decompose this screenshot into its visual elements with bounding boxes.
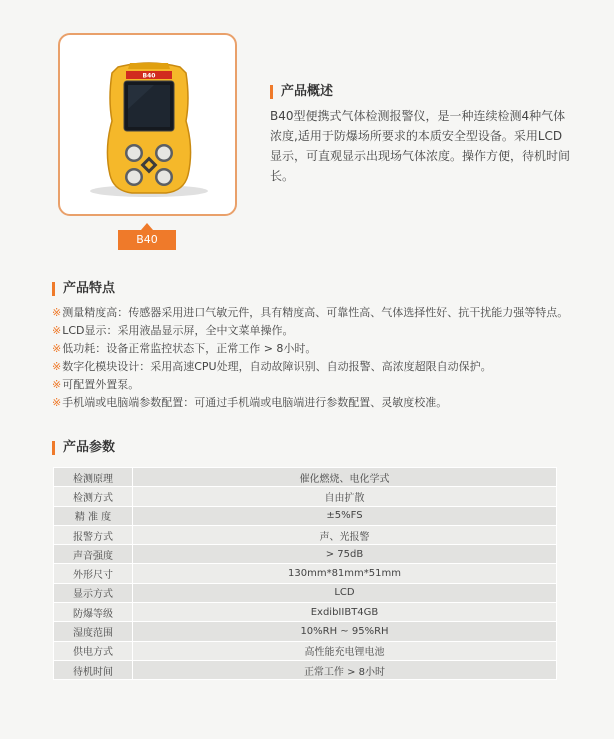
feature-text: 低功耗：设备正常监控状态下，正常工作 > 8小时。 — [62, 342, 317, 355]
param-label: 声音强度 — [54, 545, 133, 564]
table-row — [54, 622, 557, 641]
table-row — [54, 506, 557, 525]
param-value: ExdibIIBT4GB — [133, 603, 557, 622]
param-value: 自由扩散 — [133, 487, 557, 506]
feature-item — [52, 358, 572, 376]
table-row — [54, 545, 557, 564]
param-label: 供电方式 — [54, 641, 133, 660]
param-label: 防爆等级 — [54, 603, 133, 622]
table-row — [54, 468, 557, 487]
param-label: 待机时间 — [54, 660, 133, 679]
feature-text: 手机端或电脑端参数配置：可通过手机端或电脑端进行参数配置、灵敏度校准。 — [62, 396, 448, 409]
features-list — [52, 304, 572, 412]
feature-text: 测量精度高：传感器采用进口气敏元件，具有精度高、可靠性高、气体选择性好、抗干扰能力强等特点。 — [62, 306, 569, 319]
table-row — [54, 603, 557, 622]
feature-item — [52, 340, 572, 358]
param-value: 催化燃烧、电化学式 — [133, 468, 557, 487]
param-label: 精 准 度 — [54, 506, 133, 525]
param-value: > 75dB — [133, 545, 557, 564]
table-row — [54, 487, 557, 506]
param-label: 报警方式 — [54, 525, 133, 544]
params-table — [53, 467, 557, 680]
product-image-frame — [58, 33, 237, 216]
param-value: 10%RH ~ 95%RH — [133, 622, 557, 641]
feature-item — [52, 394, 572, 412]
param-value: 正常工作 > 8小时 — [133, 660, 557, 679]
param-label: 检测方式 — [54, 487, 133, 506]
feature-item — [52, 304, 572, 322]
table-row — [54, 525, 557, 544]
param-label: 湿度范围 — [54, 622, 133, 641]
param-value: 130mm*81mm*51mm — [133, 564, 557, 583]
bullet-mark: ※ — [52, 378, 62, 391]
param-value: 高性能充电锂电池 — [133, 641, 557, 660]
param-value: ±5%FS — [133, 506, 557, 525]
params-heading: 产品参数 — [52, 440, 115, 456]
feature-item — [52, 322, 572, 340]
feature-item — [52, 376, 572, 394]
table-row — [54, 660, 557, 679]
bullet-mark: ※ — [52, 360, 62, 373]
overview-text: B40型便携式气体检测报警仪，是一种连续检测4种气体浓度,适用于防爆场所要求的本质安全型设备。采用LCD显示，可直观显示出现场气体浓度。操作方便，待机时间长。 — [270, 109, 571, 183]
bullet-mark: ※ — [52, 342, 62, 355]
feature-text: 数字化模块设计：采用高速CPU处理，自动故障识别、自动报警、高浓度超限自动保护。 — [62, 360, 492, 373]
bullet-mark: ※ — [52, 324, 62, 337]
table-row — [54, 583, 557, 602]
bullet-mark: ※ — [52, 396, 62, 409]
feature-text: 可配置外置泵。 — [62, 378, 140, 391]
gas-detector-image — [104, 59, 194, 195]
param-label: 检测原理 — [54, 468, 133, 487]
bullet-mark: ※ — [52, 306, 62, 319]
param-label: 显示方式 — [54, 583, 133, 602]
model-tag: B40 — [118, 230, 176, 250]
table-row — [54, 564, 557, 583]
device-brand-text: B40 — [142, 72, 156, 80]
table-row — [54, 641, 557, 660]
param-value: LCD — [133, 583, 557, 602]
param-label: 外形尺寸 — [54, 564, 133, 583]
param-value: 声、光报警 — [133, 525, 557, 544]
overview-heading: 产品概述 — [270, 84, 333, 100]
features-heading: 产品特点 — [52, 281, 115, 297]
feature-text: LCD显示：采用液晶显示屏，全中文菜单操作。 — [62, 324, 294, 337]
